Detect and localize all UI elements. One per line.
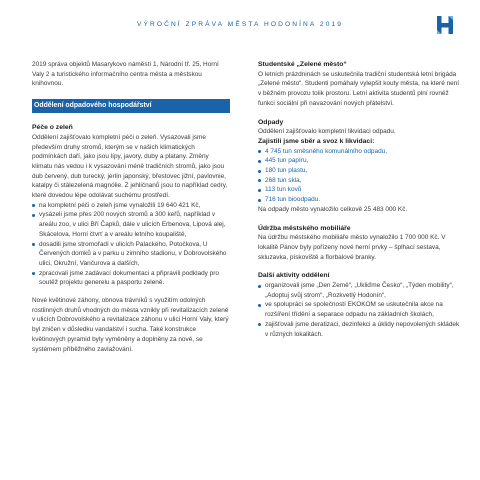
list-item: zpracovali jsme zadávací dokumentaci a připravili podklady pro soutěž projektu generelu a pasportu zeleně.	[32, 269, 230, 288]
right-column	[258, 60, 462, 339]
list-item: 113 tun kovů	[258, 185, 462, 195]
greenery-list	[32, 201, 230, 288]
activities-list	[258, 281, 462, 339]
list-item: ve spolupráci se společností EKOKOM se uskutečnila akce na rozšíření třídění a separace odpadu na základních školách,	[258, 300, 462, 319]
collected-list	[258, 147, 462, 205]
collected-heading: Zajistili jsme sběr a svoz k likvidaci:	[258, 137, 375, 145]
left-column	[32, 60, 230, 354]
greenery-paragraph: Oddělení zajišťovalo kompletní péči o zeleň. Vysazovali jsme především druhy stromů, kterým se v našich klimatických podmínkách daří, jako jsou lípy, javory, duby a platany. Změny klimatu nás vedou i k vysazování méně tradičních stromů, jako jsou dub červený, dub turecký, jerlín japonský, břestovec jižní, pavlovnie, katalpy či stálezelená magnólie. Z jehličnanů jsou to například cedry, které dovedou lépe odolávat suchému prostředí.	[32, 133, 228, 200]
list-item: vysázeli jsme přes 200 nových stromů a 300 keřů, například v areálu zoo, v ulici Bří Čapků, dále v ulicích Erbenova, Lipová alej, Skácelova, Horní čtvrť a v areálu letního koupaliště,	[32, 210, 230, 239]
closing-paragraph: Nové květinové záhony, obnova trávníků s využitím odolných rostlinných druhů vhodných do města vznikly při revitalizacích zeleně v ulicích Dobrovolského a revitalizace záhonu v ulici Horní Valy, který byl zničen v důsledku vandalství i sucha. Také konstrukce květinových pyramid byly vyměněny a doplněny za nové, se systémem příběžného zavlažování.	[32, 297, 229, 353]
report-header-title: VÝROČNÍ ZPRÁVA MĚSTA HODONÍNA 2019	[137, 21, 343, 28]
list-item: dosadili jsme stromořadí v ulicích Palackého, Potočkova, U Červených domků a v parku u zimního stadionu, v Dobrovolského ulici, Okružní, Vančurova a dalších,	[32, 240, 230, 269]
list-item: 445 tun papíru,	[258, 156, 462, 166]
furniture-paragraph: Na údržbu městského mobiliáře město vynaložilo 1 700 000 Kč. V lokalitě Pánov byly pořízeny nové herní prvky – šplhací sestava, skluzavka, pískoviště a florbalové branky.	[258, 234, 446, 261]
city-h-logo-icon	[434, 14, 456, 36]
list-item: 4 745 tun směsného komunálního odpadu,	[258, 147, 462, 157]
list-item: 180 tun plastu,	[258, 166, 462, 176]
department-banner: Oddělení odpadového hospodářství	[32, 99, 230, 113]
list-item: organizovali jsme „Den Země“, „Ukliďme Česko“, „Týden mobility“, „Adoptuj svůj strom“, „Rozkvetlý Hodonín“,	[258, 281, 462, 300]
intro-paragraph: 2019 správa objektů Masarykovo náměstí 1, Národní tř. 25, Horní Valy 2 a turistického informačního centra města a městskou knihovnou.	[32, 61, 219, 88]
student-paragraph: O letních prázdninách se uskutečnila tradiční studentská letní brigáda „Zelené město“. Studenti pomáhaly vylepšit kouty města, na které není v běžném provozu tolik prostoru. Letní aktivita studentů plní rovněž funkci sociální při navazování nových přátelství.	[258, 70, 460, 107]
list-item: na kompletní péči o zeleň jsme vynaložili 19 640 421 Kč,	[32, 201, 230, 211]
list-item: 268 tun skla,	[258, 176, 462, 186]
student-heading: Studentské „Zelené město“	[258, 61, 347, 68]
waste-heading: Odpady	[258, 118, 284, 126]
greenery-heading: Péče o zeleň	[32, 124, 73, 132]
list-item: zajišťovali jsme deratizaci, dezinfekci a úklidy nepovolených skládek v různých lokalitách.	[258, 320, 462, 339]
furniture-heading: Údržba městského mobiliáře	[258, 224, 351, 232]
activities-heading: Další aktivity oddělení	[258, 272, 330, 280]
waste-paragraph: Oddělení zajišťovalo kompletní likvidaci odpadu.	[258, 128, 396, 136]
list-item: 716 tun bioodpadu.	[258, 195, 462, 205]
waste-cost: Na odpady město vynaložilo celkově 25 483 000 Kč.	[258, 205, 408, 213]
